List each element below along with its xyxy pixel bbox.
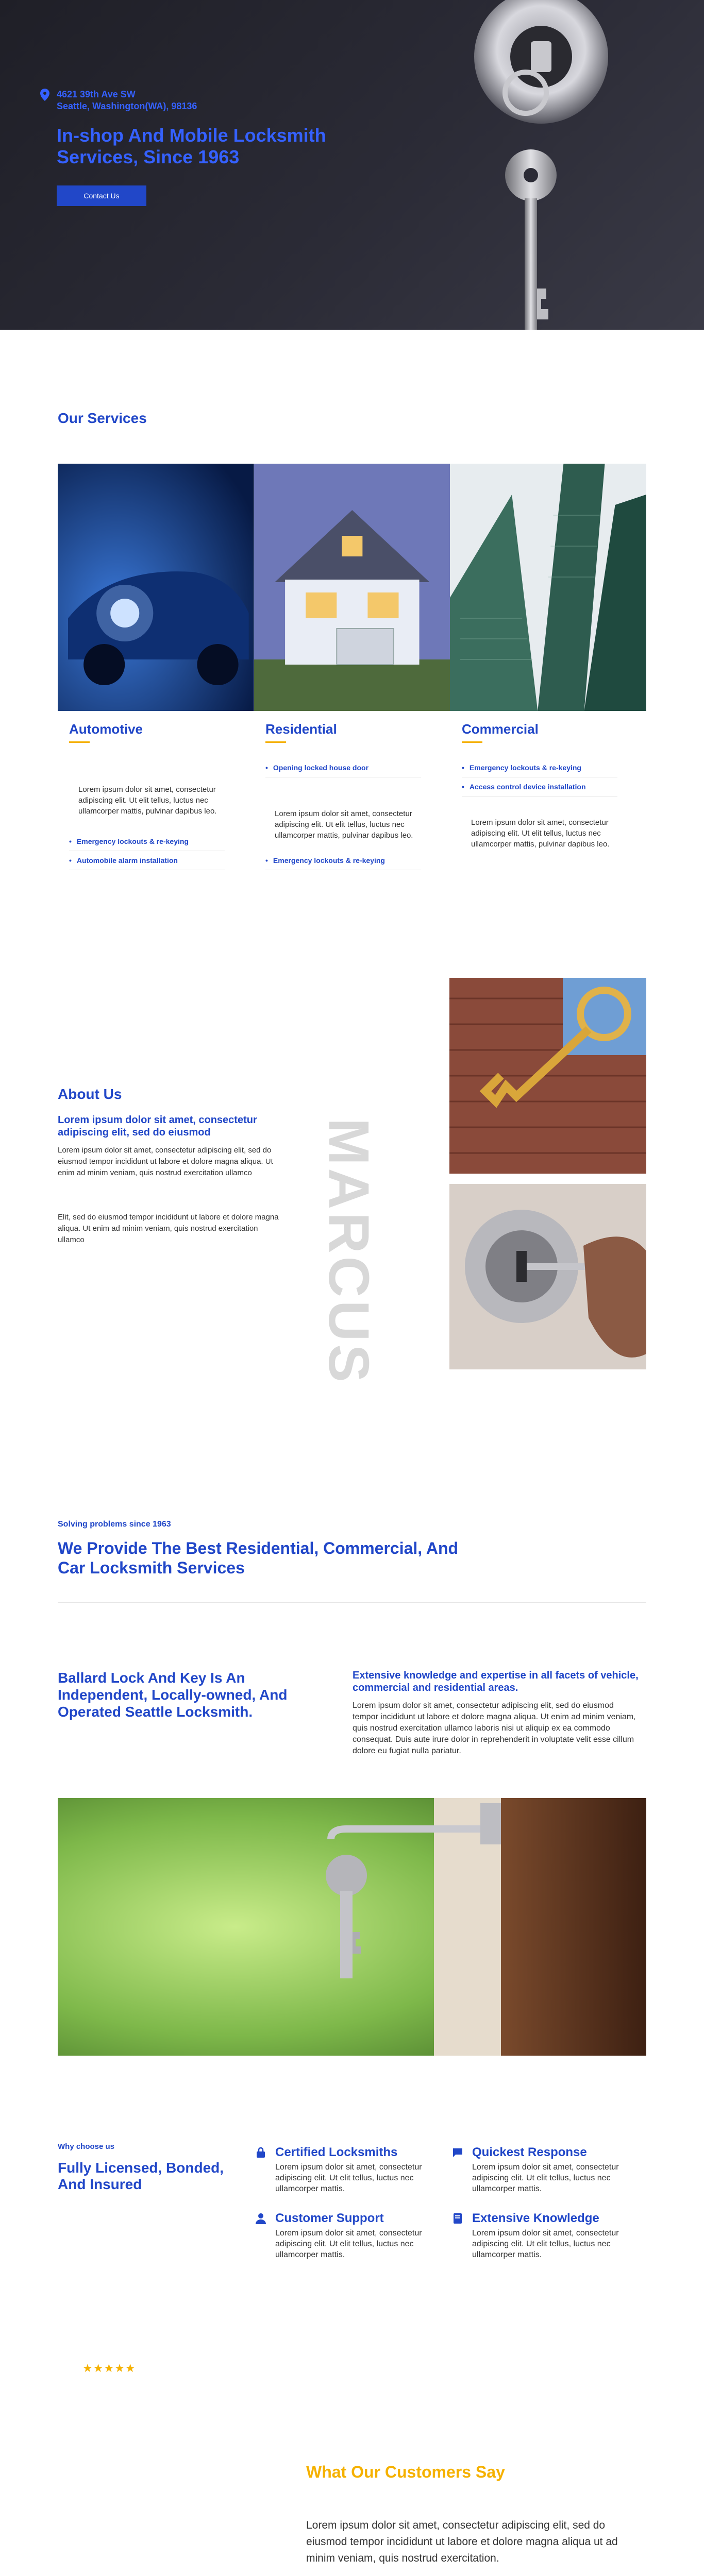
feature-support [275, 2211, 445, 2260]
feature-text: Lorem ipsum dolor sit amet, consectetur adipiscing elit. Ut elit tellus, luctus nec ullamcorper mattis. [472, 2229, 619, 2259]
location-pin-icon [40, 89, 49, 101]
about-title: About Us [58, 1086, 122, 1102]
title-underline [265, 741, 286, 743]
service-automotive [58, 721, 233, 870]
why-title: Fully Licensed, Bonded, And Insured [58, 2160, 224, 2192]
chat-bubble-icon [451, 2146, 464, 2159]
commercial-image [450, 464, 646, 711]
service-automotive-bullet: • Emergency lockouts & re-keying [69, 832, 225, 851]
services-title: Our Services [58, 410, 147, 426]
lock-icon [255, 2146, 267, 2159]
feature-text: Lorem ipsum dolor sit amet, consectetur adipiscing elit. Ut elit tellus, luctus nec ullamcorper mattis. [275, 2229, 422, 2259]
hero-title: In-shop And Mobile Locksmith Services, Since 1963 [57, 125, 326, 167]
hero-key-image [454, 0, 618, 330]
service-commercial-text: Lorem ipsum dolor sit amet, consectetur adipiscing elit. Ut elit tellus, luctus nec ullamcorper mattis, pulvinar dapibus leo. [471, 818, 610, 849]
lock-keyhole-image [449, 1184, 646, 1369]
rating-stars: ★★★★★ [82, 2362, 136, 2375]
service-commercial [450, 721, 626, 850]
divider [58, 1602, 646, 1603]
residential-image [254, 464, 450, 711]
feature-title: Extensive Knowledge [472, 2211, 599, 2225]
since-label: Solving problems since 1963 [58, 1520, 171, 1529]
extensive-text: Lorem ipsum dolor sit amet, consectetur adipiscing elit, sed do eiusmod tempor incididunt ut labore et dolore magna aliqua. Ut enim ad minim veniam, quis nostrud exercitation ullamco laboris nisi ut aliquip ex ea commodo consequat. Duis aute irure dolor in reprehenderit in voluptate velit esse cillum dolore eu fugiat nulla pariatur. [353, 1701, 636, 1755]
title-underline [462, 741, 482, 743]
about-paragraph: Lorem ipsum dolor sit amet, consectetur adipiscing elit, sed do eiusmod tempor incididunt ut labore et dolore magna aliqua. Ut enim ad minim veniam, quis nostrud exercitation ullamco [58, 1146, 273, 1177]
feature-text: Lorem ipsum dolor sit amet, consectetur adipiscing elit. Ut elit tellus, luctus nec ullamcorper mattis. [472, 2163, 619, 2193]
service-residential [254, 721, 429, 870]
testimonials-title: What Our Customers Say [306, 2463, 505, 2481]
extensive-title: Extensive knowledge and expertise in all facets of vehicle, commercial and residential areas. [353, 1670, 639, 1693]
service-automotive-text: Lorem ipsum dolor sit amet, consectetur adipiscing elit. Ut elit tellus, luctus nec ullamcorper mattis, pulvinar dapibus leo. [78, 785, 217, 816]
service-commercial-title: Commercial [462, 721, 539, 737]
hero-address-line1: 4621 39th Ave SW [57, 89, 136, 99]
service-commercial-bullet: • Access control device installation [462, 777, 617, 796]
feature-title: Customer Support [275, 2211, 384, 2225]
contact-us-button[interactable]: Contact Us [57, 185, 146, 206]
feature-certified [275, 2145, 445, 2194]
feature-text: Lorem ipsum dolor sit amet, consectetur adipiscing elit. Ut elit tellus, luctus nec ullamcorper mattis. [275, 2163, 422, 2193]
key-in-door-photo [58, 1798, 646, 2056]
automotive-image [58, 464, 254, 711]
why-label: Why choose us [58, 2142, 115, 2151]
hero-section [0, 0, 704, 330]
title-underline [69, 741, 90, 743]
service-residential-bullet: • Opening locked house door [265, 758, 421, 777]
provide-title: We Provide The Best Residential, Commercial, And Car Locksmith Services [58, 1539, 459, 1577]
testimonial-text: Lorem ipsum dolor sit amet, consectetur adipiscing elit, sed do eiusmod tempor incididunt ut labore et dolore magna aliqua ut ad minim veniam, quis nostrud exercitation. [306, 2519, 618, 2564]
feature-title: Quickest Response [472, 2145, 587, 2159]
hero-address [57, 89, 197, 112]
hero-address-line2: Seattle, Washington(WA), 98136 [57, 101, 197, 111]
golden-key-image [449, 978, 646, 1174]
feature-knowledge [472, 2211, 642, 2260]
user-icon [255, 2212, 267, 2225]
service-automotive-title: Automotive [69, 721, 143, 737]
book-icon [451, 2212, 464, 2225]
service-automotive-bullet: • Automobile alarm installation [69, 851, 225, 870]
about-subtitle: Lorem ipsum dolor sit amet, consectetur adipiscing elit, sed do eiusmod [58, 1114, 257, 1138]
service-residential-text: Lorem ipsum dolor sit amet, consectetur adipiscing elit. Ut elit tellus, luctus nec ullamcorper mattis, pulvinar dapibus leo. [275, 809, 413, 840]
ballard-title: Ballard Lock And Key Is An Independent, Locally-owned, And Operated Seattle Locksmith. [58, 1670, 288, 1720]
service-commercial-bullet: • Emergency lockouts & re-keying [462, 758, 617, 777]
service-residential-bullet: • Emergency lockouts & re-keying [265, 851, 421, 870]
vertical-brand-text: MARCUS [317, 1118, 380, 1385]
feature-title: Certified Locksmiths [275, 2145, 398, 2159]
about-paragraph: Elit, sed do eiusmod tempor incididunt ut labore et dolore magna aliqua. Ut enim ad minim veniam, quis nostrud exercitation ullamco [58, 1213, 279, 1244]
service-residential-title: Residential [265, 721, 337, 737]
feature-quickest [472, 2145, 642, 2194]
services-images [58, 464, 646, 711]
